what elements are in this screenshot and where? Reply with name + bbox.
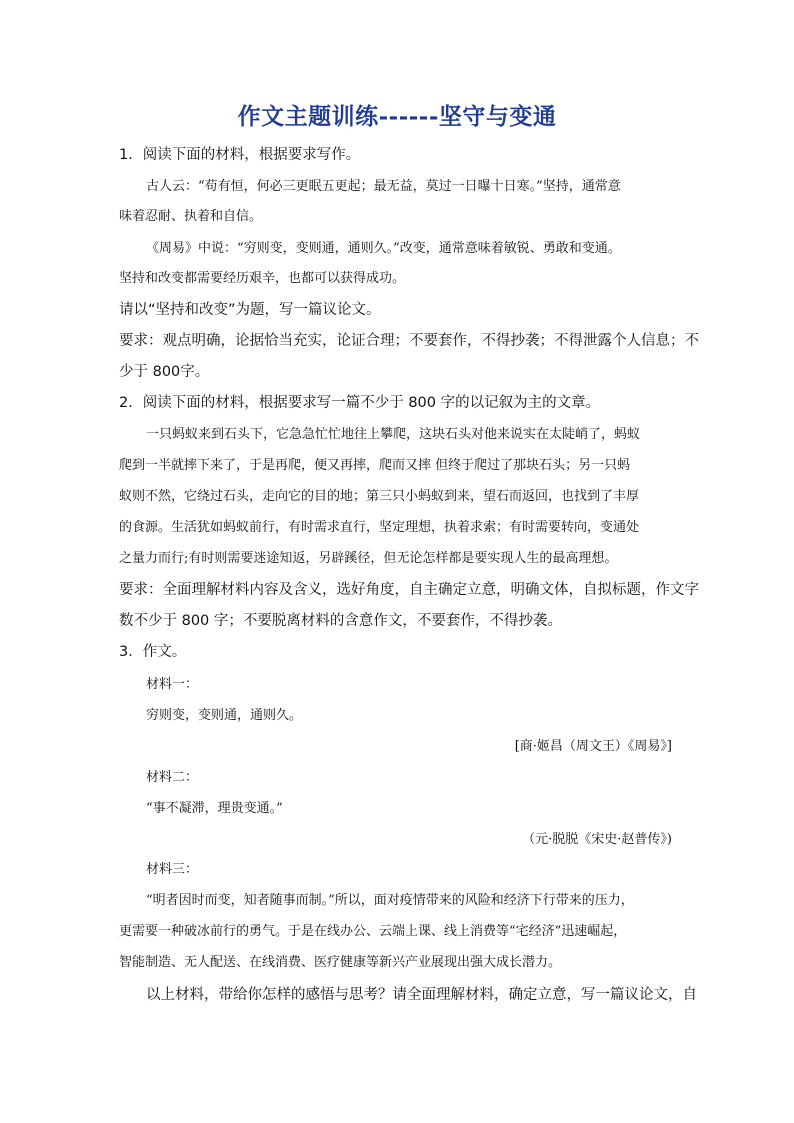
text-line: 要求：全面理解材料内容及含义，选好角度，自主确定立意，明确文体，自拟标题，作文字 <box>119 582 699 598</box>
text-line: 古人云：“苟有恒，何必三更眠五更起；最无益，莫过一日曝十日寒。”坚持，通常意 <box>146 179 621 194</box>
page-title: 作文主题训练------坚守与变通 <box>237 103 557 130</box>
text-line: 数不少于 800 字；不要脱离材料的含意作文，不要套作，不得抄袭。 <box>119 613 562 629</box>
text-line: 材料三： <box>146 862 199 877</box>
source-citation: （元·脱脱《宋史·赵普传》) <box>522 832 672 847</box>
text-line: “明者因时而变，知者随事而制。”所以，面对疫情带来的风险和经济下行带来的压力， <box>146 893 634 908</box>
text-line: 《周易》中说：“穷则变，变则通，通则久。”改变，通常意味着敏锐、勇敢和变通。 <box>146 241 621 256</box>
source-citation: [商·姬昌（周文王）《周易》] <box>514 739 672 754</box>
text-line: 味着忍耐、执着和自信。 <box>119 209 263 224</box>
text-line: 3．作文。 <box>119 644 187 660</box>
text-line: 一只蚂蚁来到石头下，它急急忙忙地往上攀爬，这块石头对他来说实在太陡峭了，蚂蚁 <box>146 427 641 442</box>
text-line: 蚁则不然，它绕过石头，走向它的目的地；第三只小蚂蚁到来，望石而返回，也找到了丰厚 <box>119 489 640 504</box>
text-line: “事不凝滞，理贵变通。” <box>146 801 283 816</box>
text-line: 要求：观点明确，论据恰当充实，论证合理；不要套作，不得抄袭；不得泄露个人信息；不 <box>119 333 699 349</box>
text-line: 以上材料，带给你怎样的感悟与思考？请全面理解材料，确定立意，写一篇议论文，自 <box>146 987 697 1003</box>
text-line: 少于 800字。 <box>119 364 210 380</box>
text-line: 之量力而行;有时则需要迷途知返，另辟蹊径，但无论怎样都是要实现人生的最高理想。 <box>119 551 618 566</box>
text-line: 材料二： <box>146 770 199 785</box>
text-line: 智能制造、无人配送、在线消费、医疗健康等新兴产业展现出强大成长潜力。 <box>119 955 562 970</box>
text-line: 材料一： <box>146 677 199 692</box>
text-line: 请以“坚持和改变”为题，写一篇议论文。 <box>119 302 381 318</box>
text-line: 爬到一半就摔下来了，于是再爬，便又再摔，爬而又摔 但终于爬过了那块石头；另一只蚂 <box>119 458 631 473</box>
text-line: 坚持和改变都需要经历艰辛，也都可以获得成功。 <box>119 271 406 286</box>
text-line: 穷则变，变则通，通则久。 <box>146 708 303 723</box>
text-line: 1．阅读下面的材料，根据要求写作。 <box>119 147 361 163</box>
text-line: 2．阅读下面的材料，根据要求写一篇不少于 800 字的以记叙为主的文章。 <box>119 395 601 411</box>
text-line: 的食源。生活犹如蚂蚁前行，有时需求直行，坚定理想，执着求索；有时需要转向，变通处 <box>119 520 640 535</box>
text-line: 更需要一种破冰前行的勇气。于是在线办公、云端上课、线上消费等“宅经济”迅速崛起， <box>119 924 627 939</box>
